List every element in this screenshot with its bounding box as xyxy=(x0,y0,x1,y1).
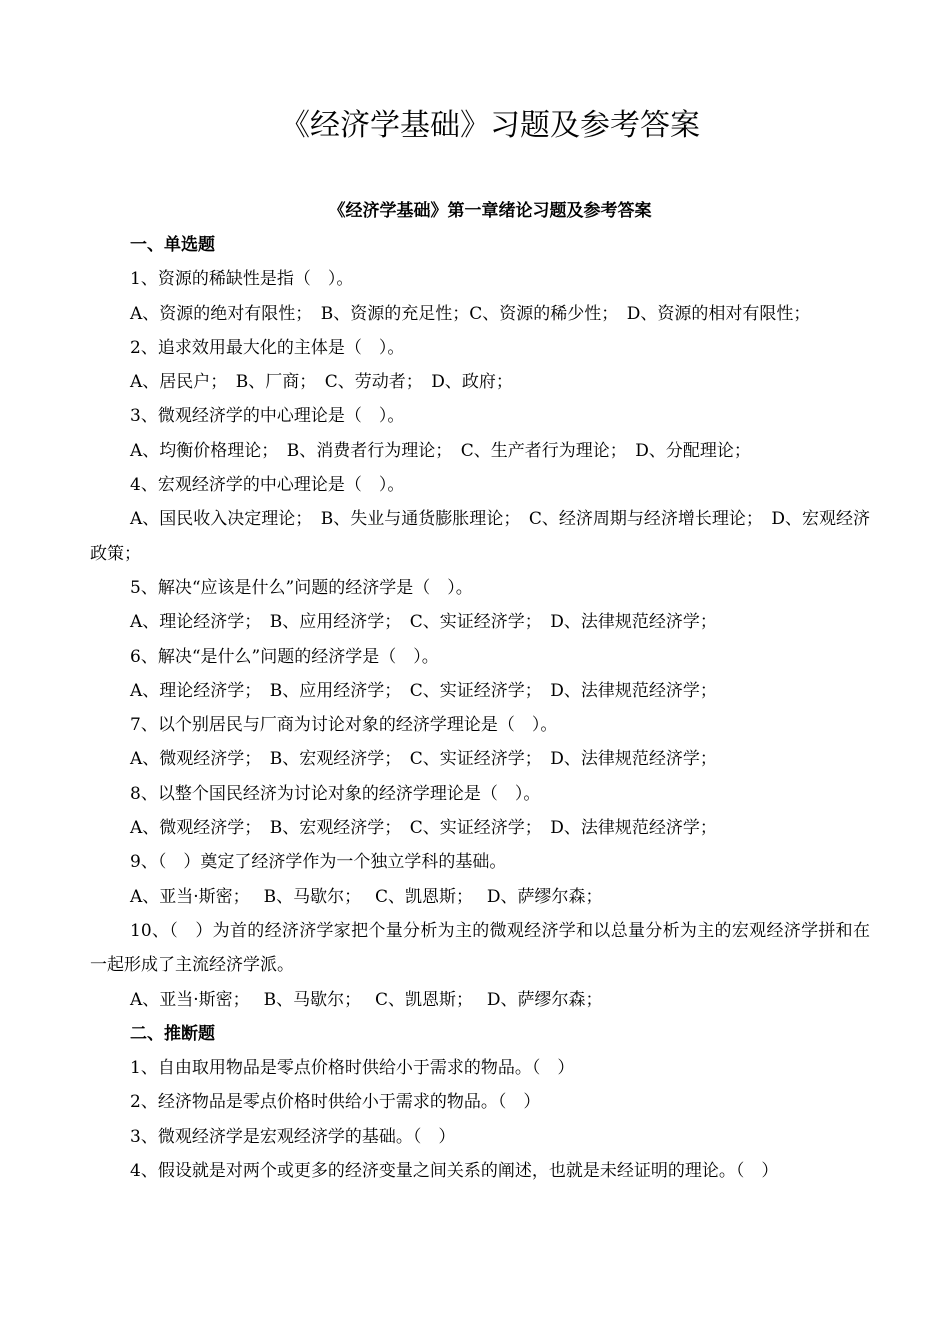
options-5: A、理论经济学； B、应用经济学； C、实证经济学； D、法律规范经济学； xyxy=(130,612,717,633)
judgement-question-1: 1、自由取用物品是零点价格时供给小于需求的物品。（ ） xyxy=(130,1058,575,1079)
options-7: A、微观经济学； B、宏观经济学； C、实证经济学； D、法律规范经济学； xyxy=(130,749,717,770)
options-1: A、资源的绝对有限性； B、资源的充足性；C、资源的稀少性； D、资源的相对有限性； xyxy=(130,303,811,324)
judgement-question-4: 4、假设就是对两个或更多的经济变量之间关系的阐述，也就是未经证明的理论。（ ） xyxy=(130,1161,779,1182)
options-8: A、微观经济学； B、宏观经济学； C、实证经济学； D、法律规范经济学； xyxy=(130,818,717,839)
question-5: 5、解决“应该是什么”问题的经济学是（ ）。 xyxy=(130,577,473,598)
chapter-title: 《经济学基础》第一章绪论习题及参考答案 xyxy=(328,201,652,221)
options-2: A、居民户； B、厂商； C、劳动者； D、政府； xyxy=(130,372,513,393)
section-heading-judgement: 二、推断题 xyxy=(130,1023,215,1044)
question-8: 8、以整个国民经济为讨论对象的经济学理论是（ ）。 xyxy=(130,783,541,804)
question-10: 10、（ ）为首的经济济学家把个量分析为主的微观经济学和以总量分析为主的宏观经济学拼和在一起形成了主流经济学派。 xyxy=(90,920,870,976)
question-9: 9、（ ）奠定了经济学作为一个独立学科的基础。 xyxy=(130,852,507,873)
judgement-question-2: 2、经济物品是零点价格时供给小于需求的物品。（ ） xyxy=(130,1092,541,1113)
document-title: 《经济学基础》习题及参考答案 xyxy=(280,108,700,143)
options-9: A、亚当·斯密； B、马歇尔； C、凯恩斯； D、萨缪尔森； xyxy=(130,886,603,907)
question-6: 6、解决“是什么”问题的经济学是（ ）。 xyxy=(130,646,439,667)
document-body xyxy=(90,228,870,1188)
options-10: A、亚当·斯密； B、马歇尔； C、凯恩斯； D、萨缪尔森； xyxy=(130,989,603,1010)
judgement-question-3: 3、微观经济学是宏观经济学的基础。（ ） xyxy=(130,1126,456,1147)
options-6: A、理论经济学； B、应用经济学； C、实证经济学； D、法律规范经济学； xyxy=(130,680,717,701)
options-4: A、国民收入决定理论； B、失业与通货膨胀理论； C、经济周期与经济增长理论； D、宏观经济政策； xyxy=(90,509,870,564)
question-1: 1、资源的稀缺性是指（ ）。 xyxy=(130,269,354,290)
options-3: A、均衡价格理论； B、消费者行为理论； C、生产者行为理论； D、分配理论； xyxy=(130,440,751,461)
question-7: 7、以个别居民与厂商为讨论对象的经济学理论是（ ）。 xyxy=(130,715,558,736)
section-heading-single-choice: 一、单选题 xyxy=(130,235,215,255)
question-4: 4、宏观经济学的中心理论是（ ）。 xyxy=(130,475,405,496)
question-3: 3、微观经济学的中心理论是（ ）。 xyxy=(130,406,405,427)
question-2: 2、追求效用最大化的主体是（ ）。 xyxy=(130,337,405,358)
